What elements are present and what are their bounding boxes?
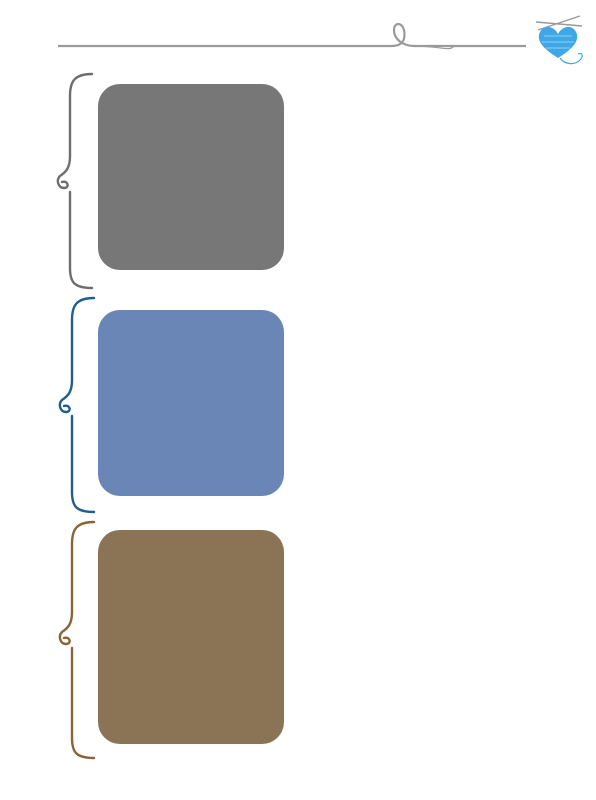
bracket-blue bbox=[54, 296, 104, 518]
bracket-gray bbox=[54, 72, 104, 292]
knit-swatch-brown bbox=[98, 530, 284, 744]
knit-swatch-gray bbox=[98, 84, 284, 270]
header-decoration bbox=[0, 0, 596, 80]
heart-yarn-icon bbox=[522, 12, 592, 72]
knit-swatch-blue bbox=[98, 310, 284, 496]
bracket-brown bbox=[54, 520, 104, 764]
